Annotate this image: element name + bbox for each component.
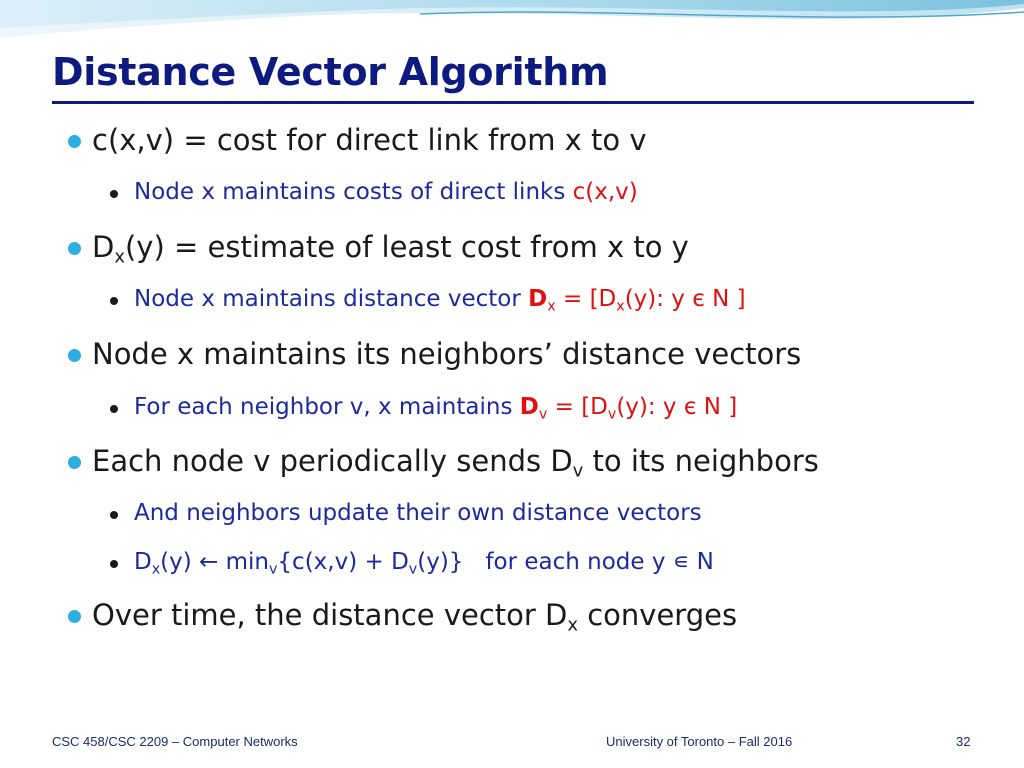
subbullet-text: For each neighbor v, x maintains bbox=[134, 394, 520, 420]
bullet-periodic-send bbox=[92, 443, 819, 482]
subbullet-icon bbox=[110, 405, 118, 413]
subbullet-distance-vector bbox=[134, 284, 746, 314]
subbullet-update bbox=[134, 498, 702, 528]
bullet-text-rest: to its neighbors bbox=[583, 444, 819, 478]
bullet-icon bbox=[68, 456, 81, 469]
subbullet-direct-links bbox=[134, 177, 638, 207]
subscript-v: v bbox=[408, 561, 418, 578]
vector-rest: (y): y є N ] bbox=[616, 394, 738, 420]
slide-title: Distance Vector Algorithm bbox=[52, 50, 609, 94]
subscript-x: x bbox=[114, 246, 125, 268]
subbullet-icon bbox=[110, 560, 118, 568]
subscript-x: x bbox=[616, 298, 625, 315]
subbullet-neighbor-vectors bbox=[134, 392, 737, 422]
footer-course: CSC 458/CSC 2209 – Computer Networks bbox=[52, 734, 298, 749]
formula-part: (y) ← min bbox=[160, 549, 269, 575]
vector-rest: (y): y є N ] bbox=[624, 286, 746, 312]
subbullet-icon bbox=[110, 190, 118, 198]
subbullet-bellman-ford bbox=[134, 547, 714, 577]
subbullet-icon bbox=[110, 297, 118, 305]
vector-d: D bbox=[528, 286, 548, 312]
subscript-x: x bbox=[567, 614, 579, 636]
subbullet-text: Node x maintains distance vector bbox=[134, 286, 529, 312]
subscript-v: v bbox=[607, 406, 617, 423]
bullet-estimate bbox=[92, 229, 689, 268]
subscript-v: v bbox=[572, 460, 584, 482]
subscript-x: x bbox=[547, 298, 556, 315]
subbullet-icon bbox=[110, 511, 118, 519]
bullet-text: (y) = estimate of least cost from x to y bbox=[124, 230, 689, 264]
bullet-neighbors bbox=[92, 336, 801, 372]
subscript-v: v bbox=[538, 406, 548, 423]
symbol-d: D bbox=[134, 549, 152, 575]
bullet-text: Node x maintains its neighbors’ distance vectors bbox=[92, 337, 802, 371]
subbullet-text: And neighbors update their own distance vectors bbox=[134, 500, 702, 526]
vector-eq: = [D bbox=[547, 394, 608, 420]
bullet-cost-definition bbox=[92, 122, 647, 158]
bullet-text: Over time, the distance vector D bbox=[92, 598, 568, 632]
bullet-text: Each node v periodically sends D bbox=[92, 444, 573, 478]
subscript-x: x bbox=[151, 561, 161, 578]
bullet-icon bbox=[68, 135, 81, 148]
subbullet-text: Node x maintains costs of direct links bbox=[134, 179, 573, 205]
bullet-icon bbox=[68, 349, 81, 362]
formula-part: (y)} bbox=[417, 549, 464, 575]
vector-eq: = [D bbox=[555, 286, 617, 312]
bullet-icon bbox=[68, 242, 81, 255]
footer-institution: University of Toronto – Fall 2016 bbox=[606, 734, 793, 749]
highlight-cxv: c(x,v) bbox=[572, 179, 638, 205]
vector-d: D bbox=[519, 394, 539, 420]
formula-tail: for each node y ∊ N bbox=[485, 549, 714, 575]
bullet-text-rest: converges bbox=[578, 598, 738, 632]
bullet-convergence bbox=[92, 597, 738, 636]
formula-part: {c(x,v) + D bbox=[277, 549, 409, 575]
bullet-text: c(x,v) = cost for direct link from x to v bbox=[92, 123, 647, 157]
footer-page-number: 32 bbox=[956, 734, 971, 749]
symbol-d: D bbox=[92, 230, 115, 264]
subscript-v: v bbox=[268, 561, 278, 578]
bullet-icon bbox=[68, 610, 81, 623]
